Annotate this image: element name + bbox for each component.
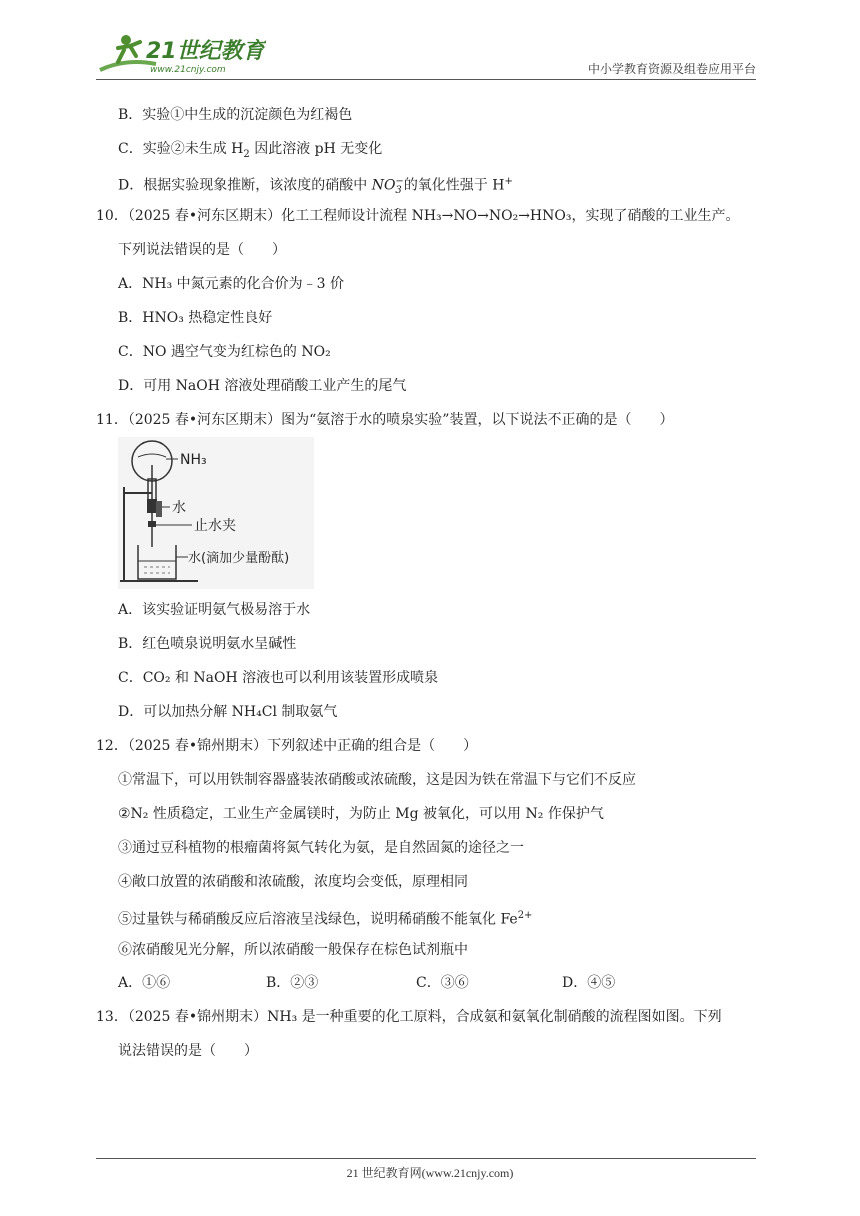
q12-statement-6: ⑥浓硝酸见光分解，所以浓硝酸一般保存在棕色试剂瓶中 bbox=[118, 942, 468, 958]
svg-text:www.21cnjy.com: www.21cnjy.com bbox=[150, 65, 226, 75]
q10-option-c: C．NO 遇空气变为红棕色的 NO₂ bbox=[118, 344, 331, 360]
svg-text:NH₃: NH₃ bbox=[180, 452, 207, 468]
q12-stem: 12．（2025 春•锦州期末）下列叙述中正确的组合是（ ） bbox=[96, 738, 478, 754]
footer-text: 21 世纪教育网(www.21cnjy.com) bbox=[346, 1166, 514, 1180]
svg-text:水: 水 bbox=[172, 500, 186, 516]
svg-text:21世纪教育: 21世纪教育 bbox=[146, 39, 265, 64]
q10-stem-line2: 下列说法错误的是（ ） bbox=[118, 242, 286, 258]
q11-stem: 11．（2025 春•河东区期末）图为“氨溶于水的喷泉实验”装置，以下说法不正确的是（ ） bbox=[96, 412, 674, 428]
svg-text:止水夹: 止水夹 bbox=[194, 518, 236, 534]
q11-option-d: D．可以加热分解 NH₄Cl 制取氨气 bbox=[118, 704, 338, 720]
q9-option-b: B．实验①中生成的沉淀颜色为红褐色 bbox=[118, 107, 353, 123]
q9-option-c: C．实验②未生成 $H_2$ 因此溶液 pH 无变化 bbox=[118, 141, 383, 160]
q10-option-d: D．可用 NaOH 溶液处理硝酸工业产生的尾气 bbox=[118, 378, 407, 394]
header-divider bbox=[96, 79, 756, 80]
q12-statement-5: ⑤过量铁与稀硝酸反应后溶液呈浅绿色，说明稀硝酸不能氧化 $Fe^{2+}$ bbox=[118, 910, 533, 928]
q10-stem-line1: 10．（2025 春•河东区期末）化工工程师设计流程 NH₃→NO→NO₂→HNO₃，实现了硝酸的工业生产。 bbox=[96, 208, 740, 224]
q10-option-a: A．NH₃ 中氮元素的化合价为﹣3 价 bbox=[118, 276, 344, 292]
q12-statement-3: ③通过豆科植物的根瘤菌将氮气转化为氨，是自然固氮的途径之一 bbox=[118, 840, 524, 856]
svg-text:水(滴加少量酚酞): 水(滴加少量酚酞) bbox=[188, 551, 290, 566]
q13-stem-line1: 13．（2025 春•锦州期末）NH₃ 是一种重要的化工原料，合成氨和氨氧化制硝酸的流程图如图。下列 bbox=[96, 1009, 722, 1025]
fountain-experiment-figure bbox=[118, 437, 314, 589]
q10-option-b: B．HNO₃ 热稳定性良好 bbox=[118, 310, 273, 326]
q11-option-a: A．该实验证明氨气极易溶于水 bbox=[118, 602, 311, 618]
q12-statement-2: ②N₂ 性质稳定，工业生产金属镁时，为防止 Mg 被氧化，可以用 N₂ 作保护气 bbox=[118, 806, 604, 822]
q12-statement-4: ④敞口放置的浓硝酸和浓硫酸，浓度均会变低，原理相同 bbox=[118, 874, 468, 890]
q11-option-b: B．红色喷泉说明氨水呈碱性 bbox=[118, 636, 297, 652]
footer-divider bbox=[96, 1158, 756, 1159]
q12-option-d: D．④⑤ bbox=[562, 975, 616, 991]
q11-option-c: C．CO₂ 和 NaOH 溶液也可以利用该装置形成喷泉 bbox=[118, 670, 439, 686]
header-platform-text: 中小学教育资源及组卷应用平台 bbox=[587, 62, 756, 76]
q12-option-b: B．②③ bbox=[266, 975, 319, 991]
q9-option-d: D．根据实验现象推断，该浓度的硝酸中 NO − 3 的氧化性强于 H+ bbox=[118, 175, 513, 196]
q12-option-a: A．①⑥ bbox=[118, 975, 171, 991]
q12-option-c: C．③⑥ bbox=[416, 975, 469, 991]
q12-statement-1: ①常温下，可以用铁制容器盛装浓硝酸或浓硫酸，这是因为铁在常温下与它们不反应 bbox=[118, 772, 636, 788]
q13-stem-line2: 说法错误的是（ ） bbox=[118, 1043, 258, 1059]
site-logo bbox=[96, 30, 266, 80]
